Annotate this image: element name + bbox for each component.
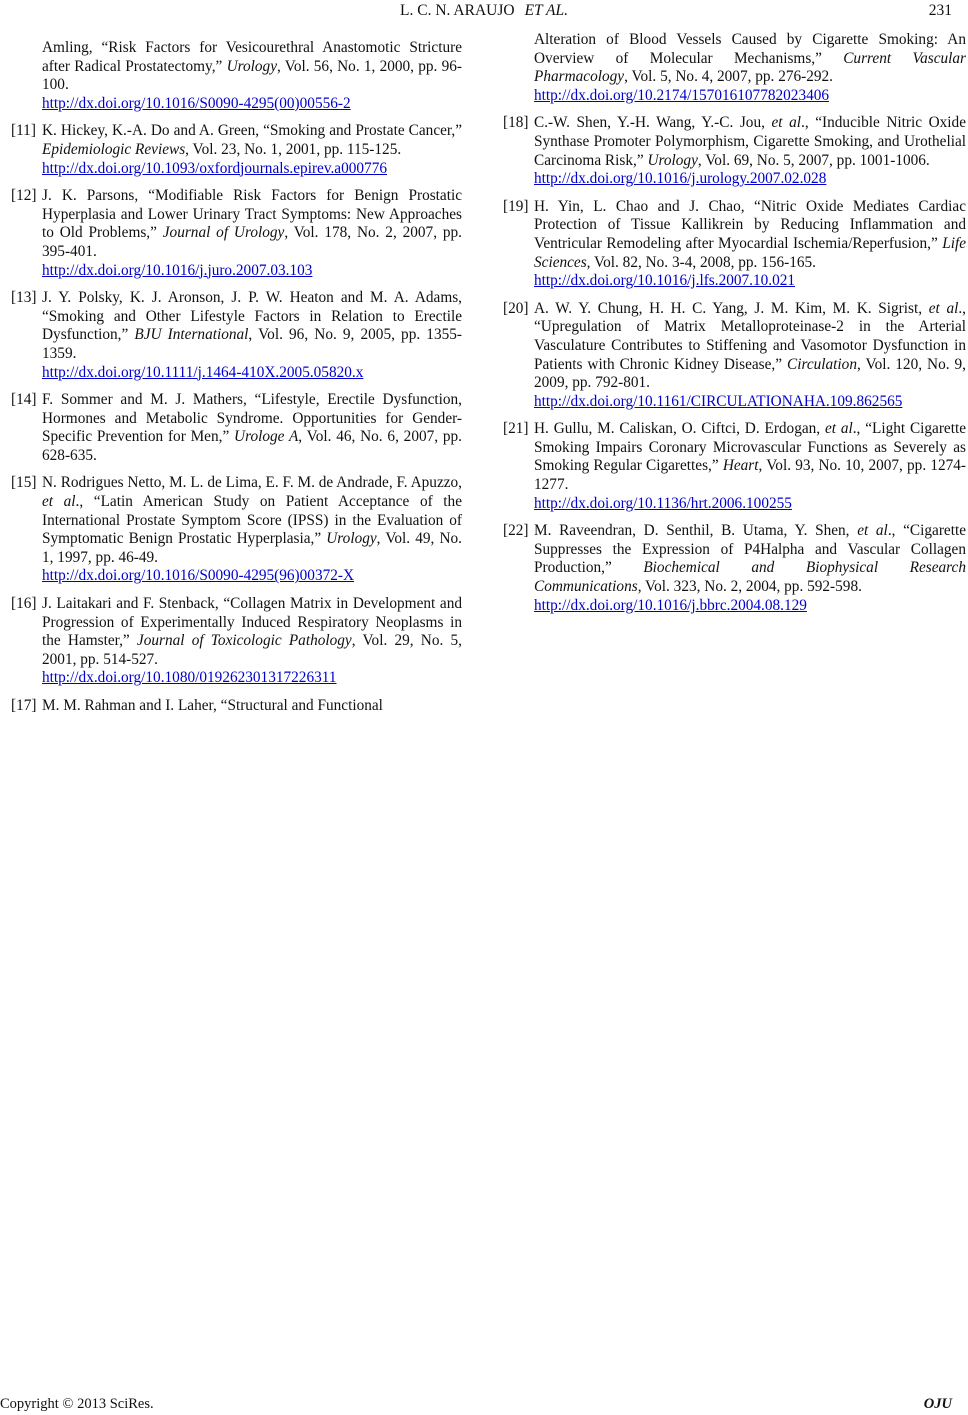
reference-item [6, 39, 462, 113]
reference-text: C.-W. Shen, Y.-H. Wang, Y.-C. Jou, [534, 114, 772, 132]
reference-item [6, 595, 462, 688]
reference-item [498, 420, 966, 513]
reference-italic-text: Urology [326, 530, 377, 548]
doi-link[interactable]: http://dx.doi.org/10.1016/j.juro.2007.03.103 [42, 261, 313, 279]
reference-text: , Vol. 46, No. 6, 2007, pp. 628-635. [42, 428, 462, 464]
page-number: 231 [928, 2, 952, 19]
running-header [0, 2, 968, 20]
reference-text: , Vol. 49, No. 1, 1997, pp. 46-49. [42, 530, 462, 566]
reference-text: Amling, “Risk Factors for Vesicourethral Anastomotic Stricture after Radical Prostatectomy,” [42, 39, 462, 75]
reference-text: , Vol. 5, No. 4, 2007, pp. 276-292. [624, 68, 834, 86]
reference-italic-text: et al [857, 522, 888, 540]
references-right-column [498, 31, 966, 624]
reference-number: [21] [503, 420, 529, 438]
reference-text: , Vol. 29, No. 5, 2001, pp. 514-527. [42, 632, 462, 668]
reference-italic-text: et al [771, 114, 802, 132]
reference-text: N. Rodrigues Netto, M. L. de Lima, E. F. M. de Andrade, F. Apuzzo, [42, 474, 462, 492]
reference-text: H. Yin, L. Chao and J. Chao, “Nitric Oxide Mediates Cardiac Protection of Tissue Kallikrein by Reducing Inflammation and Ventricular Remodeling after Myocardial Ischemia/Reperfusion,” [534, 197, 966, 252]
reference-number: [13] [11, 289, 37, 307]
doi-link[interactable]: http://dx.doi.org/10.1161/CIRCULATIONAHA.109.862565 [534, 392, 903, 410]
reference-text: , Vol. 323, No. 2, 2004, pp. 592-598. [637, 578, 862, 596]
reference-italic-text: Journal of Urology [162, 224, 285, 242]
reference-text: ., “Cigarette Suppresses the Expression of P4Halpha and Vascular Collagen Production,” [534, 522, 966, 577]
reference-number: [11] [11, 122, 36, 140]
reference-item [6, 187, 462, 280]
reference-italic-text: et al [42, 493, 76, 511]
reference-text: J. Y. Polsky, K. J. Aronson, J. P. W. Heaton and M. A. Adams, “Smoking and Other Lifestyle Factors in Relation to Erectile Dysfunction,” [42, 289, 462, 344]
footer-copyright: Copyright © 2013 SciRes. [0, 1396, 154, 1412]
reference-text: , Vol. 82, No. 3-4, 2008, pp. 156-165. [586, 253, 816, 271]
reference-number: [18] [503, 114, 529, 132]
doi-link[interactable]: http://dx.doi.org/10.1016/j.lfs.2007.10.021 [534, 272, 796, 290]
reference-text: , Vol. 56, No. 1, 2000, pp. 96-100. [42, 57, 462, 94]
header-authors: L. C. N. ARAUJO [400, 2, 515, 19]
reference-text: ., “Latin American Study on Patient Acceptance of the International Prostate Symptom Score (IPSS) in the Evaluation of Symptomatic Benign Prostatic Hyperplasia,” [42, 493, 462, 548]
reference-number: [20] [503, 299, 529, 317]
reference-text: , Vol. 23, No. 1, 2001, pp. 115-125. [185, 140, 402, 158]
reference-item [6, 289, 462, 382]
reference-text: M. M. Rahman and I. Laher, “Structural and Functional [42, 697, 383, 714]
reference-text: ., “Inducible Nitric Oxide Synthase Promoter Polymorphism, Cigarette Smoking, and Urothelial Carcinoma Risk,” [534, 114, 966, 169]
reference-number: [22] [503, 522, 529, 540]
reference-text: ., “Light Cigarette Smoking Impairs Coronary Microvascular Functions as Severely as Smoking Regular Cigarettes,” [534, 420, 967, 475]
reference-italic-text: et al [928, 299, 959, 317]
doi-link[interactable]: http://dx.doi.org/10.1136/hrt.2006.100255 [534, 494, 792, 512]
reference-number: [16] [11, 595, 37, 613]
reference-text: , Vol. 120, No. 9, 2009, pp. 792-801. [534, 355, 966, 392]
reference-text: , Vol. 96, No. 9, 2005, pp. 1355-1359. [42, 326, 462, 362]
reference-text: H. Gullu, M. Caliskan, O. Ciftci, D. Erdogan, [534, 420, 825, 438]
reference-italic-text: Life Sciences [534, 234, 966, 271]
reference-text: A. W. Y. Chung, H. H. C. Yang, J. M. Kim, M. K. Sigrist, [534, 299, 929, 317]
reference-text: F. Sommer and M. J. Mathers, “Lifestyle, Erectile Dysfunction, Hormones and Metabolic Syndrome. Opportunities for Gender-Specific Prevention for Men,” [42, 391, 462, 446]
doi-link[interactable]: http://dx.doi.org/10.1080/019262301317226311 [42, 669, 337, 687]
reference-item [498, 300, 966, 412]
doi-link[interactable]: http://dx.doi.org/10.1016/j.bbrc.2004.08.129 [534, 596, 807, 614]
references-left-column [6, 39, 462, 725]
reference-item [498, 522, 966, 615]
reference-italic-text: Circulation [787, 355, 857, 373]
doi-link[interactable]: http://dx.doi.org/10.1111/j.1464-410X.2005.05820.x [42, 363, 364, 381]
reference-text: M. Raveendran, D. Senthil, B. Utama, Y. Shen, [534, 522, 858, 540]
reference-number: [12] [11, 187, 37, 205]
reference-number: [17] [11, 697, 37, 714]
reference-text: Alteration of Blood Vessels Caused by Cigarette Smoking: An Overview of Molecular Mechanisms,” [534, 31, 966, 67]
reference-item [6, 474, 462, 586]
doi-link[interactable]: http://dx.doi.org/10.1016/S0090-4295(96)00372-X [42, 567, 355, 585]
reference-italic-text: et al [824, 420, 853, 438]
reference-italic-text: Urologe A [234, 428, 299, 446]
reference-number: [14] [11, 391, 37, 409]
reference-italic-text: BJU International [134, 326, 249, 344]
reference-item [498, 31, 966, 105]
reference-text: , Vol. 178, No. 2, 2007, pp. 395-401. [42, 224, 462, 260]
reference-item [498, 198, 966, 291]
reference-text: , Vol. 93, No. 10, 2007, pp. 1274-1277. [534, 457, 967, 494]
doi-link[interactable]: http://dx.doi.org/10.1016/j.urology.2007.02.028 [534, 170, 827, 188]
reference-italic-text: Urology [647, 151, 698, 169]
reference-text: J. Laitakari and F. Stenback, “Collagen Matrix in Development and Progression of Experimentally Induced Respiratory Neoplasms in the Hamster,” [42, 595, 462, 650]
reference-italic-text: Urology [226, 57, 277, 75]
reference-text: J. K. Parsons, “Modifiable Risk Factors for Benign Prostatic Hyperplasia and Lower Urinary Tract Symptoms: New Approaches to Old Problems,” [42, 187, 462, 242]
doi-link[interactable]: http://dx.doi.org/10.1093/oxfordjournals.epirev.a000776 [42, 159, 387, 177]
reference-item [6, 697, 462, 716]
footer-journal: OJU [923, 1396, 952, 1412]
reference-italic-text: Journal of Toxicologic Pathology [136, 632, 352, 650]
reference-number: [15] [11, 474, 37, 492]
reference-italic-text: Biochemical and Biophysical Research Communications [534, 559, 966, 596]
reference-text: , Vol. 69, No. 5, 2007, pp. 1001-1006. [697, 151, 930, 169]
reference-item [498, 114, 966, 188]
reference-text: K. Hickey, K.-A. Do and A. Green, “Smoking and Prostate Cancer,” [42, 122, 462, 140]
doi-link[interactable]: http://dx.doi.org/10.1016/S0090-4295(00)00556-2 [42, 94, 351, 112]
reference-italic-text: Heart [722, 457, 759, 475]
doi-link[interactable]: http://dx.doi.org/10.2174/157016107782023406 [534, 86, 830, 104]
reference-italic-text: Epidemiologic Reviews [42, 140, 186, 158]
reference-italic-text: Current Vascular Pharmacology [534, 49, 966, 86]
reference-item [6, 122, 462, 178]
header-etal: ET AL. [524, 2, 568, 19]
reference-number: [19] [503, 197, 529, 215]
reference-item [6, 391, 462, 465]
reference-text: ., “Upregulation of Matrix Metalloproteinase-2 in the Arterial Vasculature Contributes to Stiffening and Vasomotor Dysfunction in Patients with Chronic Kidney Disease,” [534, 299, 966, 373]
